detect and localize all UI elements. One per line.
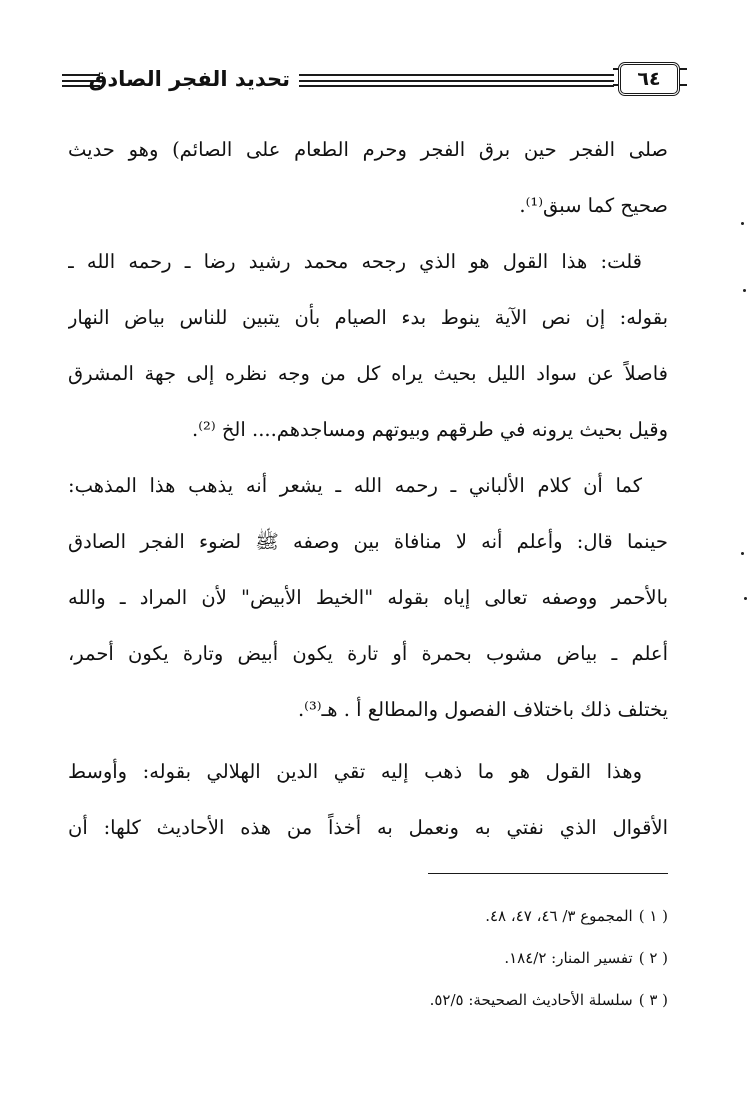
text-line: الأقوال الذي نفتي به ونعمل به أخذاً من هذه الأحاديث كلها: أن xyxy=(68,816,668,839)
text-line: صلى الفجر حين برق الفجر وحرم الطعام على الصائم) وهو حديث xyxy=(68,138,668,161)
body-text xyxy=(68,122,668,856)
text-line: بالأحمر ووصفه تعالى إياه بقوله "الخيط الأبيض" لأن المراد ـ والله xyxy=(68,586,668,609)
text-line: صحيح كما سبق⁽¹⁾. xyxy=(519,194,668,217)
footnote-2 xyxy=(300,944,668,986)
text-line: يختلف ذلك باختلاف الفصول والمطالع أ . هـ⁽³⁾. xyxy=(297,698,668,721)
scan-speck xyxy=(743,289,746,292)
scan-speck xyxy=(741,552,744,555)
scan-speck xyxy=(744,597,747,600)
page-number: ٦٤ xyxy=(637,68,661,90)
footnote-number: ( ١ ) xyxy=(638,907,668,925)
footnote-text: تفسير المنار: ١٨٤/٢. xyxy=(504,949,633,967)
text-line: قلت: هذا القول هو الذي رجحه محمد رشيد رضا ـ رحمه الله ـ xyxy=(68,250,642,273)
text-line: أعلم ـ بياض مشوب بحمرة أو تارة يكون أبيض وتارة يكون أحمر، xyxy=(68,642,668,665)
text-line: وهذا القول هو ما ذهب إليه تقي الدين الهلالي بقوله: وأوسط xyxy=(68,760,642,783)
text-line: كما أن كلام الألباني ـ رحمه الله ـ يشعر أنه يذهب هذا المذهب: xyxy=(68,474,642,497)
page-header xyxy=(62,62,687,102)
text-line: وقيل بحيث يرونه في طرقهم وبيوتهم ومساجدهم.... الخ ⁽²⁾. xyxy=(192,418,668,441)
page-number-box xyxy=(618,62,680,96)
footnote-number: ( ٣ ) xyxy=(638,991,668,1009)
header-rule-right xyxy=(299,74,614,87)
footnotes xyxy=(300,902,668,1028)
footnote-number: ( ٢ ) xyxy=(638,949,668,967)
text-line: بقوله: إن نص الآية ينوط بدء الصيام بأن يتبين للناس بياض النهار xyxy=(68,306,668,329)
page-box-notch-right xyxy=(680,68,687,86)
footnote-3 xyxy=(300,986,668,1028)
running-title: تحديد الفجر الصادق xyxy=(88,67,290,91)
text-line: حينما قال: وأعلم أنه لا منافاة بين وصفه ﷺ لضوء الفجر الصادق xyxy=(68,530,668,553)
footnote-text: المجموع ٣/ ٤٦، ٤٧، ٤٨. xyxy=(485,907,633,925)
footnote-1 xyxy=(300,902,668,944)
footnote-separator xyxy=(428,873,668,874)
scan-speck xyxy=(741,222,744,225)
footnote-text: سلسلة الأحاديث الصحيحة: ٥٢/٥. xyxy=(429,991,633,1009)
text-line: فاصلاً عن سواد الليل بحيث يراه كل من وجه نظره إلى جهة المشرق xyxy=(68,362,668,385)
